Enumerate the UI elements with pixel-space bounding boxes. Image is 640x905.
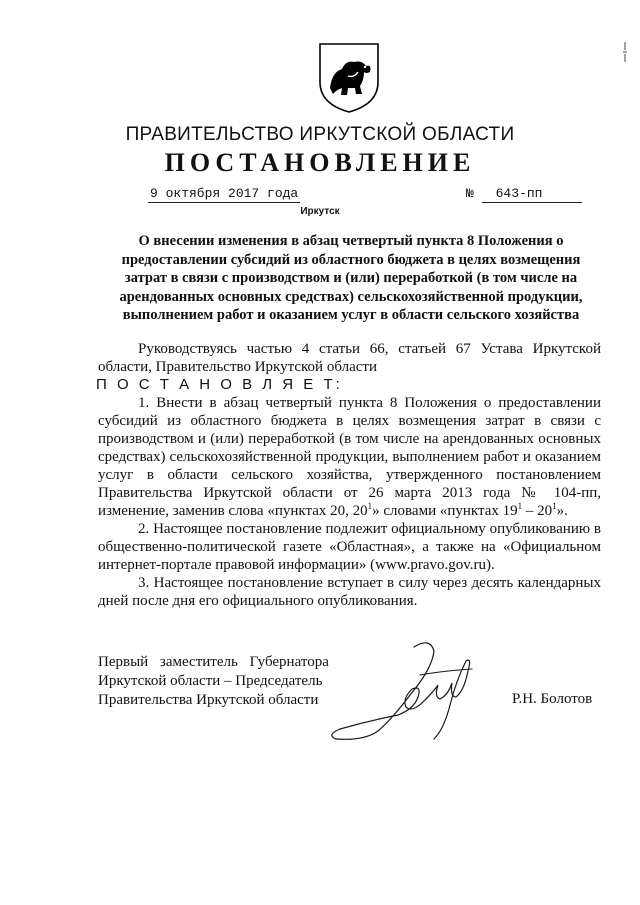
number-label: № xyxy=(466,186,474,201)
document-type-title: ПОСТАНОВЛЕНИЕ xyxy=(164,148,476,177)
signer-position xyxy=(98,653,329,710)
document-number xyxy=(466,186,582,203)
item-3: 3. Настоящее постановление вступает в силу через десять календарных дней после дня его официального опубликования. xyxy=(98,575,601,609)
item-1 xyxy=(98,394,601,520)
item-1-text-b: » словами «пунктах 19 xyxy=(372,503,518,519)
government-title: ПРАВИТЕЛЬСТВО ИРКУТСКОЙ ОБЛАСТИ xyxy=(125,124,515,145)
decree-items xyxy=(98,394,601,610)
item-1-superscript: 1 xyxy=(367,501,373,511)
item-1-superscript: 1 xyxy=(552,501,557,511)
city-name: Иркутск xyxy=(300,206,340,217)
signer-position-line: Иркутской области – Председатель xyxy=(98,673,323,689)
intro-text: Руководствуясь частью 4 статьи 66, статьей 67 Устава Иркутской области, Правительство Иркутской области xyxy=(98,341,601,375)
document-date: 9 октября 2017 года xyxy=(150,186,299,201)
page-edge-mark xyxy=(622,42,628,62)
item-1-text-c: – 20 xyxy=(522,503,553,519)
item-1-superscript: 1 xyxy=(517,501,523,511)
item-1-text-a: 1. Внести в абзац четвертый пункта 8 Положения о предоставлении субсидий из областного бюджета в целях возмещения затрат в связи с производством и (или) переработкой (в том числе на арендованных основных средствах) сельскохозяйственной продукции, выполнением работ и оказанием услуг в области сельского хозяйства, утвержденного постановлением Правительства Иркутской области от 26 марта 2013 года № 104-пп, изменение, заменив слова «пунктах 20, 20 xyxy=(98,395,601,519)
handwritten-signature xyxy=(322,635,492,750)
intro-paragraph xyxy=(98,340,601,376)
signer-position-line: Правительства Иркутской области xyxy=(98,692,319,708)
number-value: 643-пп xyxy=(482,186,582,203)
coat-of-arms-emblem xyxy=(318,42,380,114)
decree-word: П О С Т А Н О В Л Я Е Т: xyxy=(96,376,343,393)
item-2: 2. Настоящее постановление подлежит официальному опубликованию в общественно-политической газете «Областная», а также на «Официальном интернет-портале правовой информации» (www.pravo.gov.ru). xyxy=(98,521,601,573)
item-1-text-d: ». xyxy=(556,503,568,519)
document-heading: О внесении изменения в абзац четвертый пункта 8 Положения о предоставлении субсидий из областного бюджета в целях возмещения затрат в связи с производством и (или) переработкой (в том числе на арендованных основных средствах) сельскохозяйственной продукции, выполнением работ и оказанием услуг в области сельского хозяйства xyxy=(119,233,583,323)
signer-position-line: Первый заместитель Губернатора xyxy=(98,654,329,670)
signer-name: Р.Н. Болотов xyxy=(512,691,593,707)
